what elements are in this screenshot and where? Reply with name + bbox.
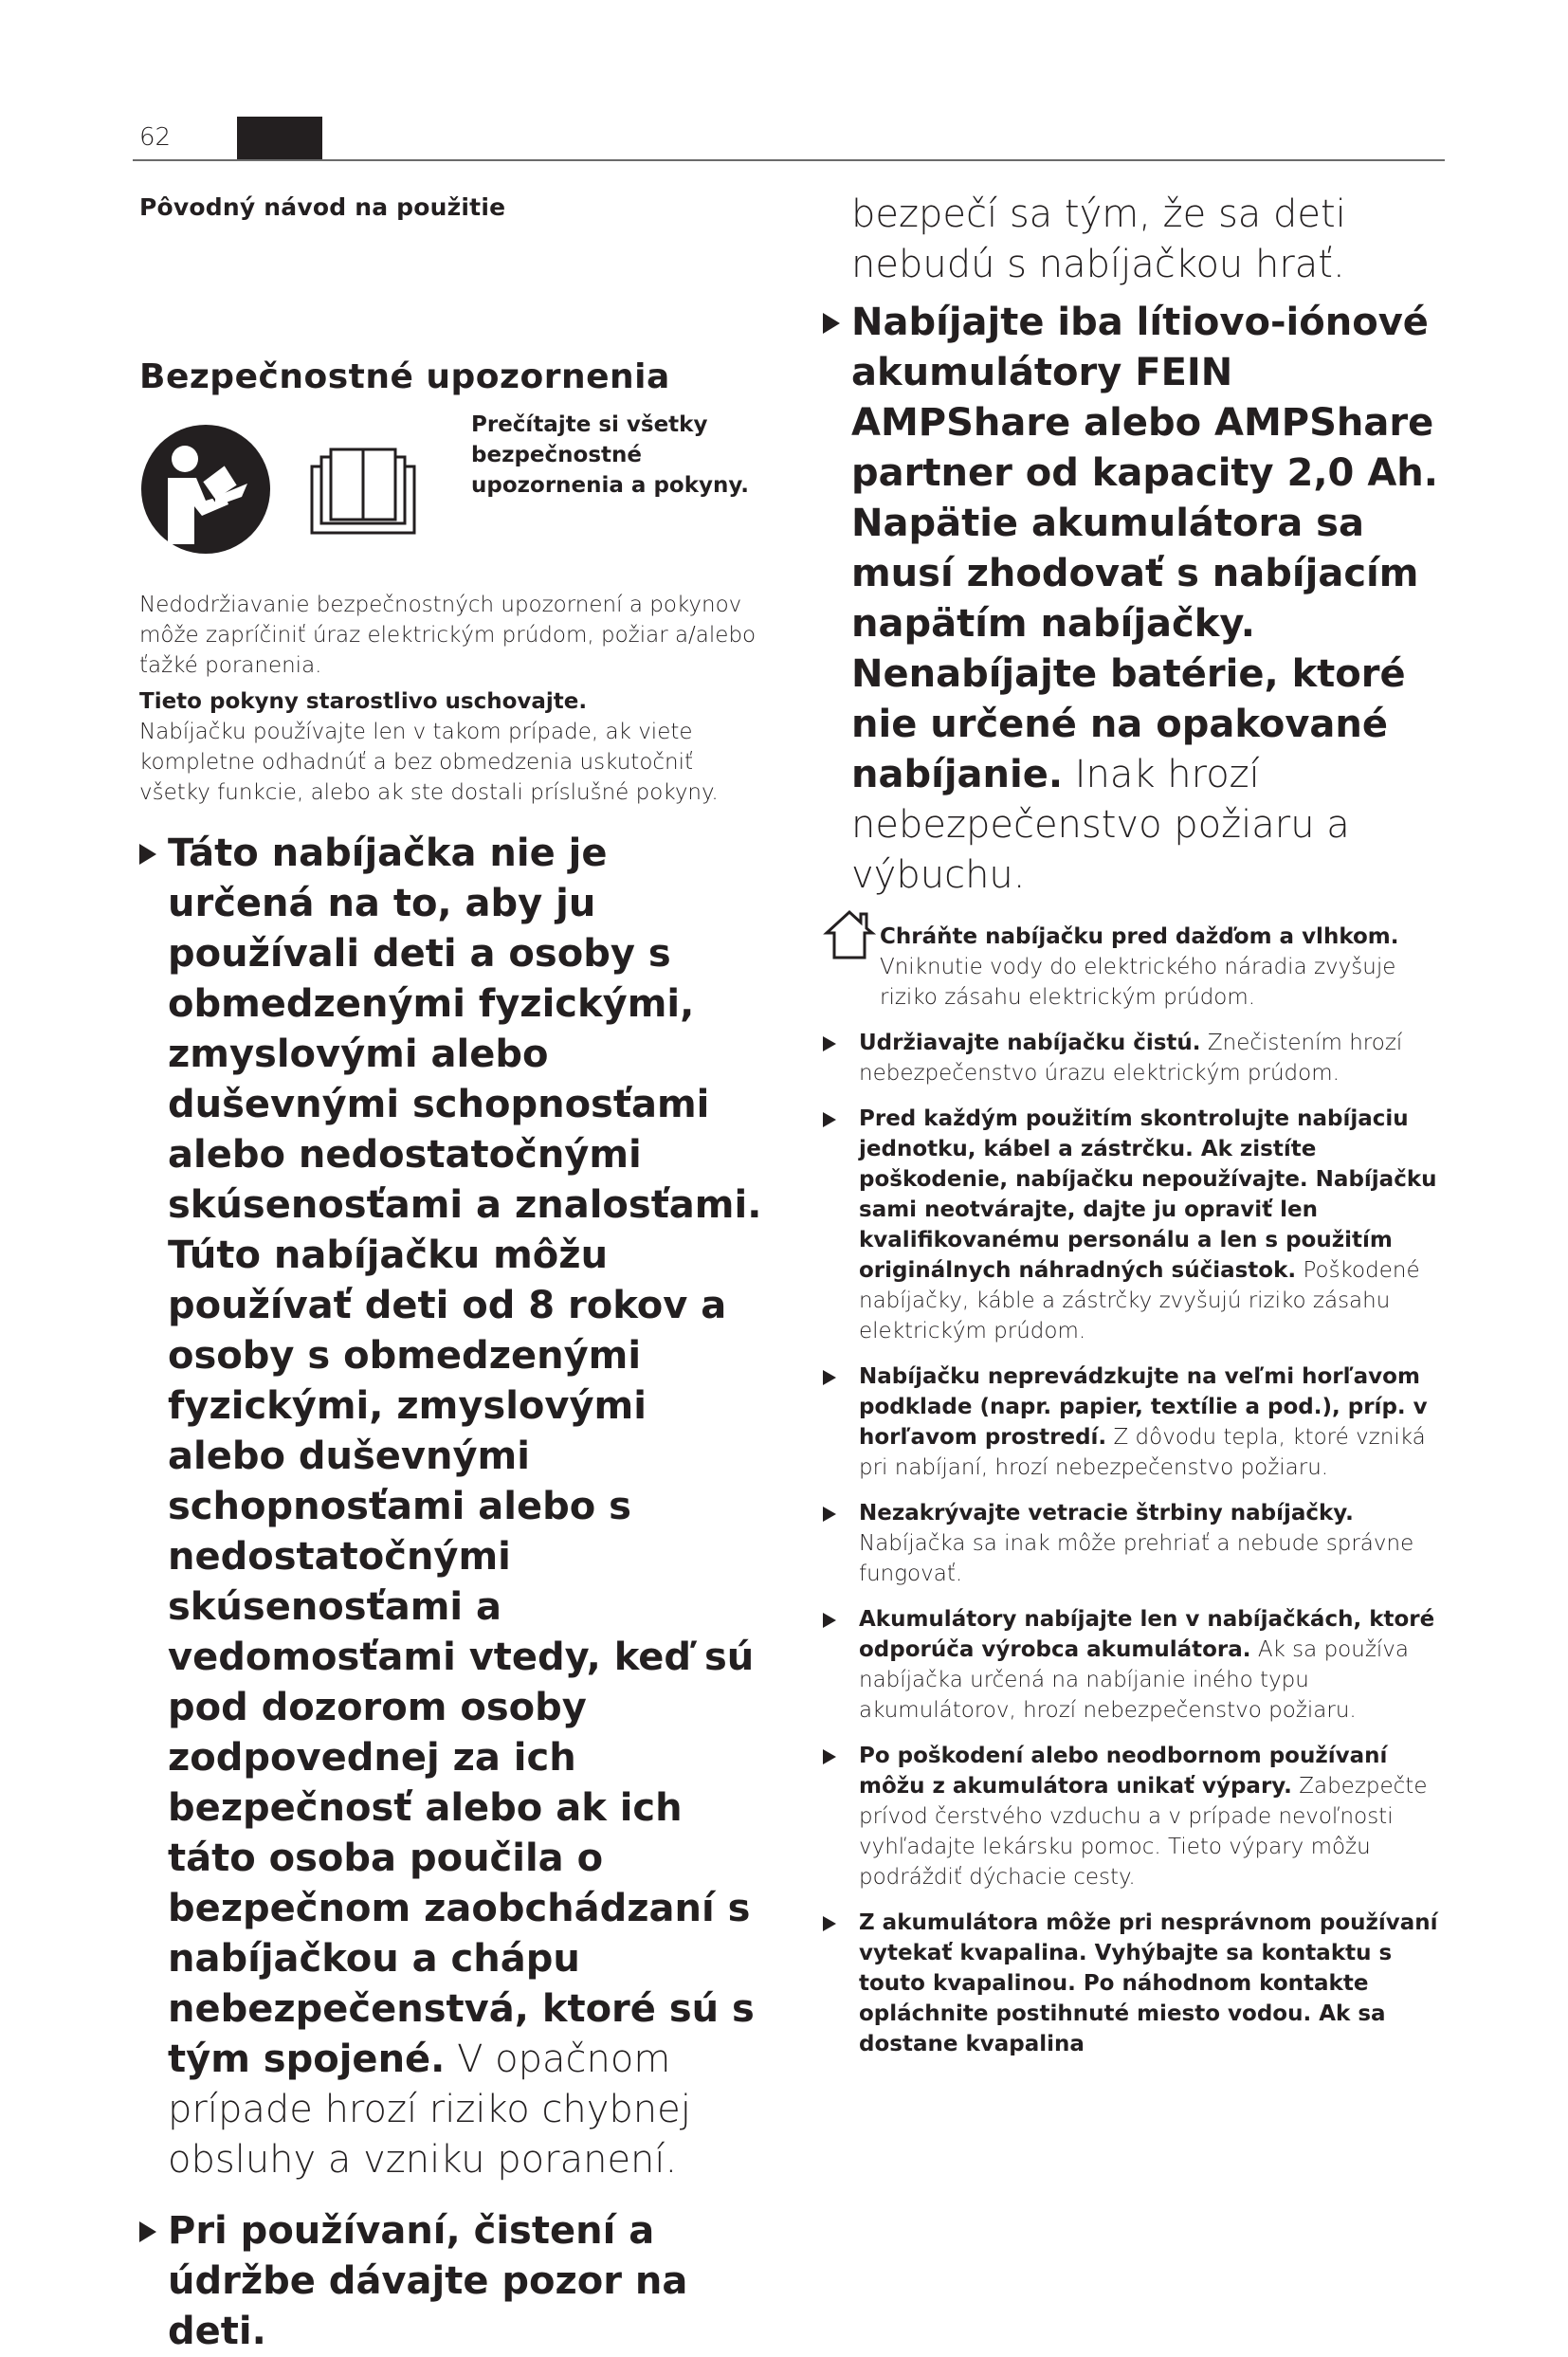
indoor-use-only-house-icon (823, 908, 876, 961)
list-item (823, 1028, 1449, 1088)
list-item-normal: Nabíjačka sa inak môže prehriať a nebude správne fungovať. (859, 1531, 1414, 1586)
bullet-triangle-icon (139, 844, 156, 865)
list-item-bold: Z akumulátora môže pri nesprávnom používaní vytekať kvapalina. Vyhýbajte sa kontaktu s touto kvapalinou. Po náhodnom kontakte opláchnite postihnuté miesto vodou. Ak sa dostane kvapalina (859, 1910, 1438, 2056)
list-item (823, 1361, 1449, 1483)
bullet-triangle-icon (823, 1507, 836, 1522)
list-item-normal: Poškodené nabíjačky, káble a zástrčky zvyšujú riziko zásahu elektrickým prúdom. (859, 1258, 1420, 1343)
bullet-triangle-icon (823, 1112, 836, 1127)
intro-text (471, 410, 765, 501)
page-number: 62 (139, 123, 172, 152)
list-item-bold: Nabíjačku neprevádzkujte na veľmi horľavom podklade (napr. papier, textílie a pod.), príp. v horľavom prostredí. (859, 1364, 1428, 1450)
list-item (823, 1104, 1449, 1346)
warning-children-item (139, 829, 765, 2185)
rain-warning-normal: Vniknutie vody do elektrického náradia zvyšuje riziko zásahu elektrickým prúdom. (880, 955, 1396, 1010)
usage-note-text: Nabíjačku používajte len v takom prípade, ak viete kompletne odhadnúť a bez obmedzenia uskutočniť všetky funkcie, alebo ak ste dostali príslušné pokyny. (139, 720, 719, 805)
list-item (823, 1741, 1449, 1892)
list-item-normal: Ak sa používa nabíjačka určená na nabíjanie iného typu akumulátorov, hrozí nebezpečenstvo požiaru. (859, 1637, 1409, 1723)
left-column (139, 190, 765, 2357)
warning-children-normal: V opačnom prípade hrozí riziko chybnej obsluhy a vzniku poranení. (168, 2037, 691, 2182)
keep-instructions-text: Tieto pokyny starostlivo uschovajte. (139, 689, 588, 714)
document-label: Pôvodný návod na použitie (139, 193, 506, 221)
battery-type-item (823, 298, 1449, 901)
bullet-triangle-icon (823, 1370, 836, 1385)
list-item (823, 1498, 1449, 1589)
list-item (823, 1908, 1449, 2059)
supervise-children-bold: Pri používaní, čistení a údržbe dávajte pozor na deti. (168, 2209, 688, 2353)
bullet-triangle-icon (823, 1749, 836, 1764)
right-column (823, 190, 1449, 2059)
intro-normal-text: Nedodržiavanie bezpečnostných upozornení a pokynov môže zapríčiniť úraz elektrickým prúdom, požiar a/alebo ťažké poranenia. (139, 593, 757, 678)
list-item-bold: Po poškodení alebo neodbornom používaní môžu z akumulátora unikať výpary. (859, 1744, 1388, 1799)
intro-bold: Prečítajte si všetky bezpečnostné upozornenia a pokyny. (471, 412, 750, 498)
list-item-bold: Akumulátory nabíjajte len v nabíjačkách, ktoré odporúča výrobca akumulátora. (859, 1607, 1435, 1662)
battery-type-bold: Nabíjajte iba lítiovo-iónové akumulátory FEIN AMPShare alebo AMPShare partner od kapacity 2,0 Ah. Napätie akumulátora sa musí zhodovať s nabíjacím napätím nabíjačky. Nenabíjajte batérie, ktoré nie určené na opakované nabíjanie. (851, 301, 1438, 796)
rain-warning-bold: Chráňte nabíjačku pred dažďom a vlhkom. (880, 924, 1399, 949)
supervise-children-continuation: bezpečí sa tým, že sa deti nebudú s nabíjačkou hrať. (851, 192, 1346, 286)
bullet-triangle-icon (823, 313, 840, 334)
bullet-triangle-icon (823, 1613, 836, 1628)
supervise-children-item (139, 2206, 765, 2357)
list-item-bold: Nezakrývajte vetracie štrbiny nabíjačky. (859, 1501, 1354, 1526)
warning-children-bold: Táto nabíjačka nie je určená na to, aby ju používali deti a osoby s obmedzenými fyzickými, zmyslovými alebo duševnými schopnosťami alebo nedostatočnými skúsenosťami a znalosťami. Túto nabíjačku môžu používať deti od 8 rokov a osoby s obmedzenými fyzickými, zmyslovými alebo duševnými schopnosťami alebo s nedostatočnými skúsenosťami a vedomosťami vtedy, keď sú pod dozorom osoby zodpovednej za ich bezpečnosť alebo ak ich táto osoba poučila o bezpečnom zaobchádzaní s nabíjačkou a chápu nebezpečenstvá, ktoré sú s tým spojené. (168, 831, 762, 2081)
list-item-normal: Znečistením hrozí nebezpečenstvo úrazu elektrickým prúdom. (859, 1031, 1403, 1086)
list-item-normal: Zabezpečte prívod čerstvého vzduchu a v prípade nevoľnosti vyhľadajte lekársku pomoc. Tieto výpary môžu podráždiť dýchacie cesty. (859, 1774, 1428, 1890)
intro-block (139, 410, 765, 590)
battery-type-normal: Inak hrozí nebezpečenstvo požiaru a výbuchu. (851, 753, 1350, 897)
list-item-bold: Pred každým použitím skontrolujte nabíjaciu jednotku, kábel a zástrčku. Ak zistíte poškodenie, nabíjačku nepoužívajte. Nabíjačku sami neotvárajte, dajte ju opraviť len kvalifikovanému personálu a len s použitím originálnych náhradných súčiastok. (859, 1106, 1437, 1283)
header-rule (133, 159, 1445, 161)
list-item (823, 1604, 1449, 1726)
open-manual-book-icon (310, 448, 416, 535)
bullet-triangle-icon (823, 1916, 836, 1931)
section-title: Bezpečnostné upozornenia (139, 357, 670, 396)
bullet-triangle-icon (823, 1036, 836, 1051)
read-manual-person-icon (139, 423, 272, 556)
list-item-normal: Z dôvodu tepla, ktoré vzniká pri nabíjaní, hrozí nebezpečenstvo požiaru. (859, 1425, 1426, 1480)
header-tab-marker (237, 117, 322, 160)
list-item-bold: Udržiavajte nabíjačku čistú. (859, 1031, 1201, 1055)
rain-warning (823, 922, 1449, 1013)
bullet-triangle-icon (139, 2221, 156, 2242)
